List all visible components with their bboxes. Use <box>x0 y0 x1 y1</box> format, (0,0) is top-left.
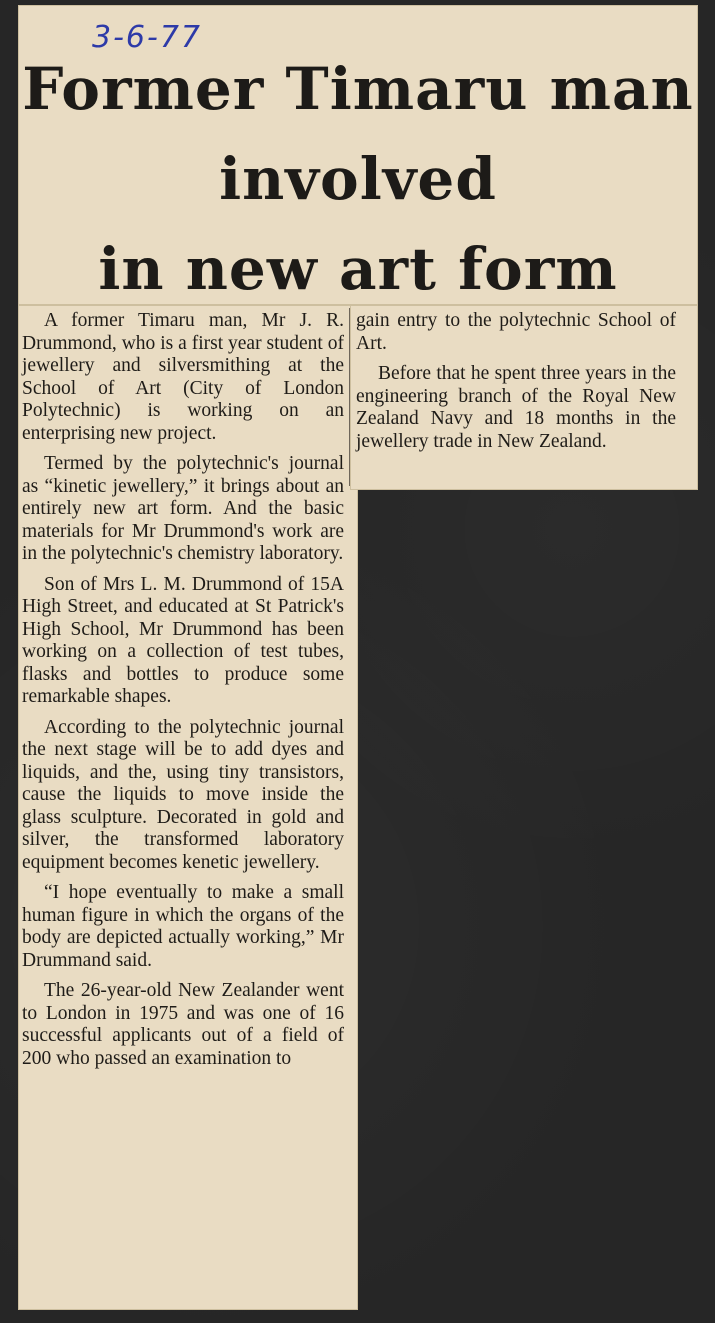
headline-line-3: in new art form <box>98 235 618 303</box>
paragraph: Termed by the polytechnic's journal as “kinetic jewellery,” it brings about an entirely new art form. And the basic materials for Mr Drummond's work are in the polytechnic's chemistry laboratory. <box>22 453 344 564</box>
paragraph: A former Timaru man, Mr J. R. Drummond, who is a first year student of jewellery and silversmithing at the School of Art (City of London Polytechnic) is working on an enterprising new project. <box>22 310 344 444</box>
headline-line-2: involved <box>219 145 497 213</box>
paragraph: “I hope eventually to make a small human figure in which the organs of the body are depicted actually working,” Mr Drummand said. <box>22 882 344 971</box>
article-left-column <box>22 310 344 1070</box>
article-right-column <box>356 310 676 453</box>
headline <box>18 44 698 314</box>
column-divider <box>349 308 350 486</box>
handwritten-date: 3-6-77 <box>92 20 202 55</box>
paragraph: gain entry to the polytechnic School of Art. <box>356 310 676 354</box>
headline-line-1: Former Timaru man <box>22 55 694 123</box>
paragraph: The 26-year-old New Zealander went to London in 1975 and was one of 16 successful applicants out of a field of 200 who passed an examination to <box>22 980 344 1069</box>
paragraph: Son of Mrs L. M. Drummond of 15A High Street, and educated at St Patrick's High School, Mr Drummond has been working on a collection of test tubes, flasks and bottles to produce some remarkable shapes. <box>22 573 344 707</box>
paragraph: According to the polytechnic journal the next stage will be to add dyes and liquids, and the, using tiny transistors, cause the liquids to move inside the glass sculpture. Decorated in gold and silver, the transformed laboratory equipment becomes kenetic jewellery. <box>22 716 344 873</box>
paragraph: Before that he spent three years in the engineering branch of the Royal New Zealand Navy and 18 months in the jewellery trade in New Zealand. <box>356 363 676 452</box>
